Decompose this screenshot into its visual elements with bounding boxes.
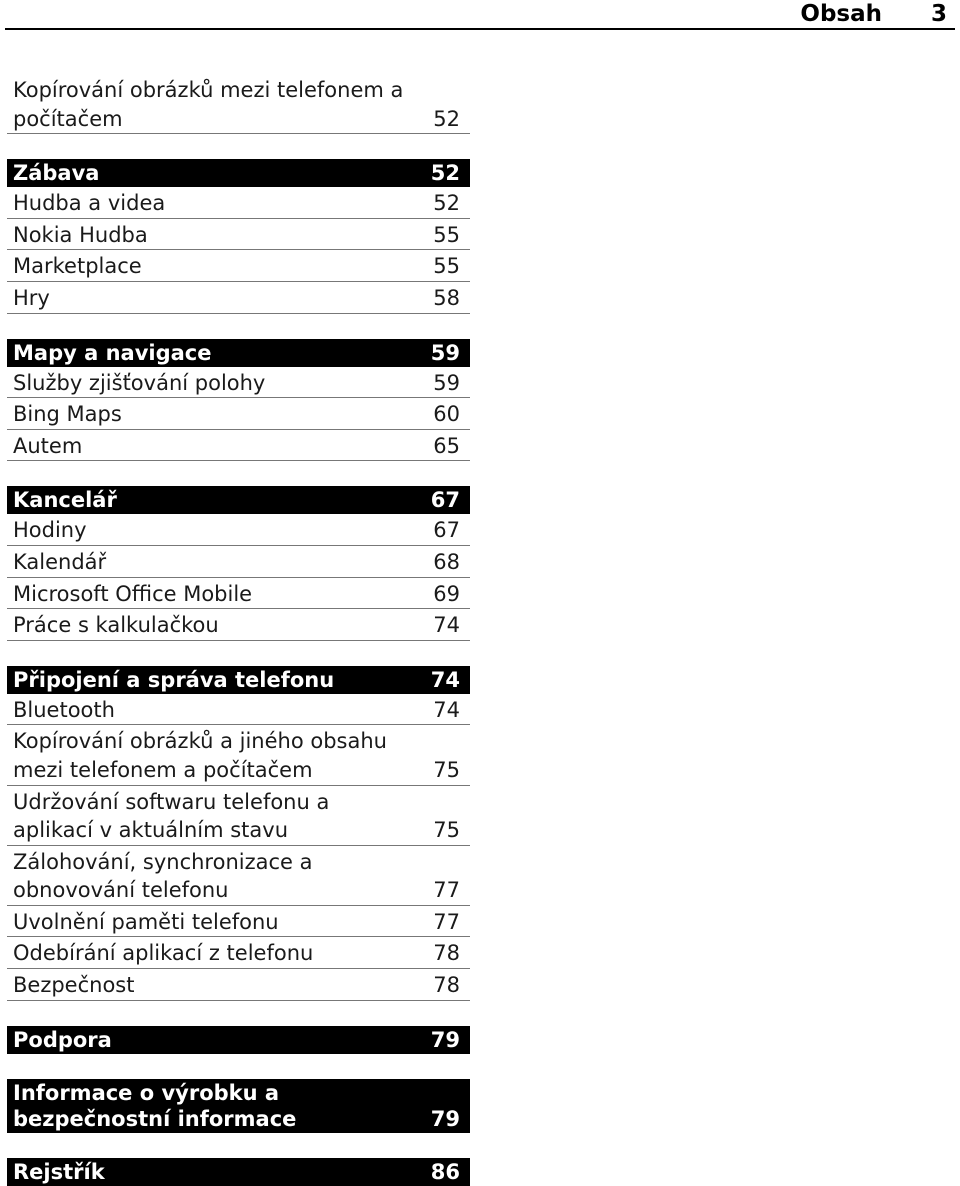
toc-entry-page: 52 (433, 106, 460, 131)
toc-entry-title: Nokia Hudba (13, 222, 148, 247)
page-header (5, 0, 955, 30)
toc-entry[interactable] (7, 725, 470, 785)
toc-entry-title: Hodiny (13, 518, 87, 543)
toc-entry-title: Kancelář (13, 488, 117, 513)
toc-section-heading[interactable] (7, 159, 470, 187)
toc-entry-page: 67 (430, 488, 460, 513)
table-of-contents (7, 74, 470, 1186)
toc-entry[interactable] (7, 430, 470, 462)
toc-entry-page: 55 (433, 254, 460, 279)
toc-entry-page: 78 (433, 973, 460, 998)
toc-entry-title: Kopírování obrázků a jiného obsahu mezi telefonem a počítačem (13, 729, 387, 782)
toc-entry-title: Kalendář (13, 549, 107, 574)
toc-entry[interactable] (7, 74, 470, 134)
toc-entry-page: 59 (430, 340, 460, 365)
toc-entry-page: 68 (433, 549, 460, 574)
toc-entry-page: 75 (433, 818, 460, 843)
toc-entry-page: 74 (430, 667, 460, 692)
toc-entry-title: Mapy a navigace (13, 340, 212, 365)
toc-entry-page: 77 (433, 878, 460, 903)
toc-entry[interactable] (7, 219, 470, 251)
toc-entry-page: 65 (433, 433, 460, 458)
toc-entry-title: Hry (13, 285, 50, 310)
toc-entry-title: Informace o výrobku a bezpečnostní informace (13, 1080, 297, 1131)
toc-entry[interactable] (7, 282, 470, 314)
toc-entry-title: Bezpečnost (13, 973, 135, 998)
toc-entry[interactable] (7, 250, 470, 282)
toc-entry-title: Hudba a videa (13, 191, 166, 216)
toc-entry-title: Připojení a správa telefonu (13, 667, 335, 692)
toc-entry-title: Práce s kalkulačkou (13, 613, 219, 638)
toc-entry-title: Odebírání aplikací z telefonu (13, 941, 314, 966)
toc-entry[interactable] (7, 609, 470, 641)
toc-entry-page: 55 (433, 222, 460, 247)
toc-entry[interactable] (7, 367, 470, 399)
toc-section-heading[interactable] (7, 1079, 470, 1133)
toc-entry[interactable] (7, 786, 470, 846)
toc-section-heading[interactable] (7, 339, 470, 367)
toc-entry[interactable] (7, 694, 470, 726)
toc-section-heading[interactable] (7, 1158, 470, 1186)
toc-entry-title: Udržování softwaru telefonu a aplikací v aktuálním stavu (13, 789, 330, 843)
toc-entry-page: 52 (433, 191, 460, 216)
toc-entry-page: 77 (433, 909, 460, 934)
header-page-number: 3 (930, 1, 947, 27)
toc-entry-page: 75 (433, 757, 460, 782)
toc-entry-page: 78 (433, 941, 460, 966)
toc-entry[interactable] (7, 398, 470, 430)
toc-entry-page: 86 (430, 1159, 460, 1184)
toc-entry-title: Bluetooth (13, 697, 115, 722)
toc-entry[interactable] (7, 969, 470, 1001)
toc-entry-title: Microsoft Office Mobile (13, 581, 253, 606)
toc-entry-page: 79 (430, 1106, 460, 1131)
toc-section-heading[interactable] (7, 486, 470, 514)
toc-entry-title: Zábava (13, 161, 100, 186)
toc-entry-page: 69 (433, 581, 460, 606)
toc-entry-page: 58 (433, 285, 460, 310)
toc-entry-title: Marketplace (13, 254, 142, 279)
toc-entry[interactable] (7, 187, 470, 219)
toc-entry[interactable] (7, 546, 470, 578)
toc-entry-title: Bing Maps (13, 402, 122, 427)
toc-entry[interactable] (7, 578, 470, 610)
toc-entry-page: 67 (433, 518, 460, 543)
toc-entry-title: Kopírování obrázků mezi telefonem a počítačem (13, 78, 404, 131)
toc-section-heading[interactable] (7, 666, 470, 694)
toc-entry-title: Autem (13, 433, 83, 458)
header-title: Obsah (800, 1, 882, 27)
toc-entry[interactable] (7, 846, 470, 906)
toc-entry-page: 60 (433, 402, 460, 427)
toc-entry[interactable] (7, 906, 470, 938)
toc-entry-page: 79 (430, 1027, 460, 1052)
toc-entry-page: 74 (433, 613, 460, 638)
toc-entry[interactable] (7, 937, 470, 969)
toc-entry-page: 74 (433, 697, 460, 722)
toc-entry-title: Rejstřík (13, 1159, 105, 1184)
toc-entry[interactable] (7, 514, 470, 546)
toc-entry-page: 52 (430, 161, 460, 186)
toc-entry-title: Uvolnění paměti telefonu (13, 909, 279, 934)
toc-section-heading[interactable] (7, 1026, 470, 1054)
toc-entry-title: Zálohování, synchronizace a obnovování telefonu (13, 849, 313, 903)
toc-entry-title: Služby zjišťování polohy (13, 370, 266, 395)
toc-entry-page: 59 (433, 370, 460, 395)
toc-entry-title: Podpora (13, 1027, 112, 1052)
